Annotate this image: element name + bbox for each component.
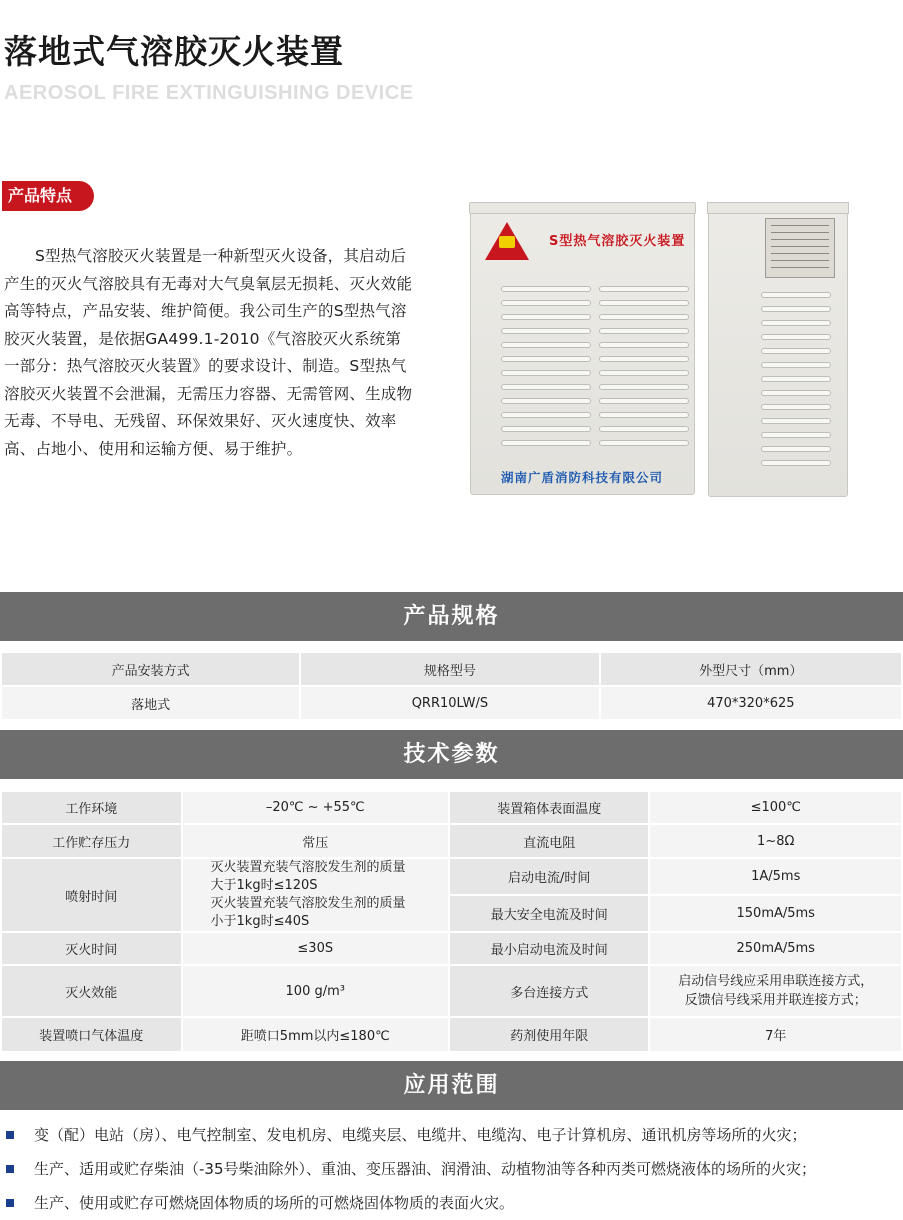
param-value: 250mA/5ms	[649, 932, 902, 965]
param-value: 距喷口5mm以内≤180℃	[182, 1017, 449, 1052]
param-value: 1~8Ω	[649, 824, 902, 858]
param-label: 最大安全电流及时间	[449, 895, 649, 932]
param-value-multiline	[649, 965, 902, 1017]
square-bullet-icon	[6, 1165, 14, 1173]
param-value: 100 g/m³	[182, 965, 449, 1017]
param-value: 常压	[182, 824, 449, 858]
list-item	[4, 1152, 899, 1186]
param-label: 药剂使用年限	[449, 1017, 649, 1052]
side-vent-grille	[761, 292, 831, 474]
spec-header-row	[1, 652, 902, 686]
spec-table	[0, 651, 903, 721]
table-row	[1, 1017, 902, 1052]
param-value-line: 启动信号线应采用串联连接方式，	[678, 974, 874, 989]
spec-data-row	[1, 686, 902, 720]
list-item-text: 生产、适用或贮存柴油（-35号柴油除外）、重油、变压器油、润滑油、动植物油等各种丙类可燃烧液体的场所的火灾；	[34, 1160, 817, 1178]
product-photo	[430, 200, 900, 505]
spec-header-cell: 外型尺寸（mm）	[600, 652, 902, 686]
spec-header-cell: 产品安装方式	[1, 652, 300, 686]
param-label: 工作环境	[1, 791, 182, 824]
cabinet-company-name: 湖南广盾消防科技有限公司	[501, 470, 664, 485]
table-row	[1, 791, 902, 824]
square-bullet-icon	[6, 1131, 14, 1139]
cabinet-label: S型热气溶胶灭火装置	[549, 234, 686, 249]
list-item-text: 变（配）电站（房）、电气控制室、发电机房、电缆夹层、电缆井、电缆沟、电子计算机房、通讯机房等场所的火灾；	[34, 1126, 807, 1144]
param-label: 启动电流/时间	[449, 858, 649, 895]
features-badge: 产品特点	[2, 181, 94, 211]
param-label: 最小启动电流及时间	[449, 932, 649, 965]
param-value: 1A/5ms	[649, 858, 902, 895]
param-value-line: 灭火装置充装气溶胶发生剂的质量	[210, 896, 406, 911]
param-value-line: 小于1kg时≤40S	[210, 914, 310, 929]
cabinet-side-view	[708, 205, 848, 497]
param-label: 工作贮存压力	[1, 824, 182, 858]
param-value: 150mA/5ms	[649, 895, 902, 932]
tech-section-heading: 技术参数	[0, 730, 903, 779]
param-label: 装置箱体表面温度	[449, 791, 649, 824]
param-value-line: 大于1kg时≤120S	[210, 878, 318, 893]
nameplate	[765, 218, 835, 278]
application-section-heading: 应用范围	[0, 1061, 903, 1110]
cabinet-front-view	[470, 205, 695, 495]
spec-section-heading: 产品规格	[0, 592, 903, 641]
list-item	[4, 1118, 899, 1152]
spec-cell: 470*320*625	[600, 686, 902, 720]
param-value: ≤100℃	[649, 791, 902, 824]
spec-cell: QRR10LW/S	[300, 686, 599, 720]
vent-grille-right	[599, 286, 689, 454]
table-row	[1, 858, 902, 895]
warning-sign-icon	[485, 222, 529, 260]
vent-grille-left	[501, 286, 591, 454]
spec-header-cell: 规格型号	[300, 652, 599, 686]
application-list	[4, 1118, 899, 1220]
param-value-line: 灭火装置充装气溶胶发生剂的质量	[210, 860, 406, 875]
param-label: 喷射时间	[1, 858, 182, 932]
param-label: 直流电阻	[449, 824, 649, 858]
param-label: 装置喷口气体温度	[1, 1017, 182, 1052]
param-value-multiline	[182, 858, 449, 932]
list-item-text: 生产、使用或贮存可燃烧固体物质的场所的可燃烧固体物质的表面火灾。	[34, 1194, 515, 1212]
param-label: 灭火时间	[1, 932, 182, 965]
square-bullet-icon	[6, 1199, 14, 1207]
tech-params-table	[0, 790, 903, 1053]
spec-cell: 落地式	[1, 686, 300, 720]
table-row	[1, 965, 902, 1017]
page-title: 落地式气溶胶灭火装置	[4, 32, 344, 71]
param-label: 灭火效能	[1, 965, 182, 1017]
features-description: S型热气溶胶灭火装置是一种新型灭火设备，其启动后产生的灭火气溶胶具有无毒对大气臭氧层无损耗、灭火效能高等特点，产品安装、维护简便。我公司生产的S型热气溶胶灭火装置，是依据GA499.1-2010《气溶胶灭火系统第一部分：热气溶胶灭火装置》的要求设计、制造。S型热气溶胶灭火装置不会泄漏，无需压力容器、无需管网、生成物无毒、不导电、无残留、环保效果好、灭火速度快、效率高、占地小、使用和运输方便、易于维护。	[4, 247, 413, 458]
list-item	[4, 1186, 899, 1220]
param-value: ≤30S	[182, 932, 449, 965]
table-row	[1, 932, 902, 965]
param-value-line: 反馈信号线采用并联连接方式；	[684, 993, 867, 1008]
param-label: 多台连接方式	[449, 965, 649, 1017]
param-value: –20℃ ~ +55℃	[182, 791, 449, 824]
table-row	[1, 824, 902, 858]
param-value: 7年	[649, 1017, 902, 1052]
page-subtitle: AEROSOL FIRE EXTINGUISHING DEVICE	[4, 82, 414, 104]
